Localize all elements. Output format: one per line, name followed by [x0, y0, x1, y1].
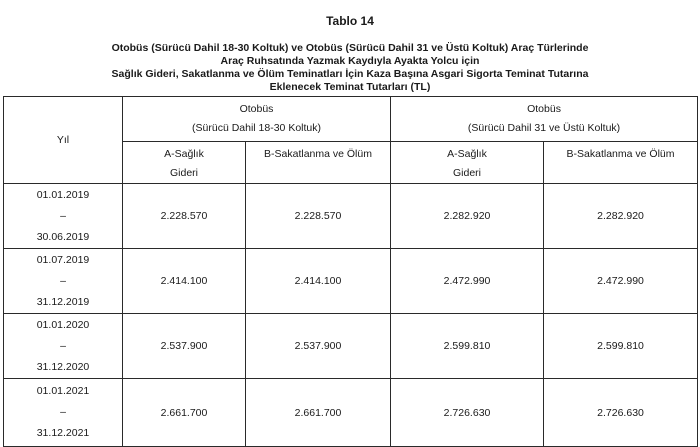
- period-cell: [4, 314, 123, 379]
- amount-cell: 2.282.920: [391, 184, 544, 249]
- amount-cell: 2.726.630: [391, 379, 544, 447]
- period-cell: [4, 379, 123, 447]
- period-start: 01.07.2019: [36, 253, 90, 266]
- amount-cell: 2.472.990: [544, 249, 698, 314]
- table-row: [4, 379, 698, 447]
- year-header-cell: [4, 97, 123, 184]
- period-separator: –: [60, 339, 66, 352]
- period-separator: –: [60, 274, 66, 287]
- amount-cell: 2.228.570: [246, 184, 391, 249]
- amount-cell: 2.726.630: [544, 379, 698, 447]
- period-start: 01.01.2019: [36, 188, 90, 201]
- col-header-disability-death-31-plus: [544, 142, 698, 184]
- period-end: 30.06.2019: [36, 230, 90, 243]
- group-seat-range: (Sürücü Dahil 31 ve Üstü Koltuk): [467, 122, 621, 134]
- period-separator: –: [60, 406, 66, 418]
- year-header: Yıl: [56, 134, 70, 146]
- col-header-health-31-plus: [391, 142, 544, 184]
- amount-cell: 2.414.100: [123, 249, 246, 314]
- period-end: 31.12.2019: [36, 295, 90, 308]
- period-end: 31.12.2021: [36, 427, 90, 439]
- period-cell: [4, 184, 123, 249]
- col-header-line: B-Sakatlanma ve Ölüm: [566, 148, 675, 160]
- group-header-31-plus: [391, 97, 698, 142]
- group-header-18-30: [123, 97, 391, 142]
- col-header-line: Gideri: [453, 167, 482, 179]
- table-heading: [0, 42, 700, 94]
- period-start: 01.01.2020: [36, 318, 90, 331]
- table-row: [4, 184, 698, 249]
- heading-line: Sağlık Gideri, Sakatlanma ve Ölüm Teminatları İçin Kaza Başına Asgari Sigorta Teminat Tutarına: [111, 68, 589, 80]
- col-header-line: Gideri: [169, 167, 198, 179]
- col-header-line: A-Sağlık: [447, 148, 487, 160]
- period-start: 01.01.2021: [36, 385, 90, 397]
- amount-cell: 2.537.900: [246, 314, 391, 379]
- group-vehicle-label: Otobüs: [527, 103, 561, 115]
- col-header-line: B-Sakatlanma ve Ölüm: [264, 148, 372, 160]
- amount-cell: 2.537.900: [123, 314, 246, 379]
- heading-line: Otobüs (Sürücü Dahil 18-30 Koltuk) ve Otobüs (Sürücü Dahil 31 ve Üstü Koltuk) Araç Türlerinde: [111, 42, 589, 54]
- amount-cell: 2.228.570: [123, 184, 246, 249]
- period-cell: [4, 249, 123, 314]
- col-header-line: A-Sağlık: [164, 148, 204, 160]
- header-row-groups: [4, 97, 698, 142]
- amount-cell: 2.661.700: [246, 379, 391, 447]
- amount-cell: 2.282.920: [544, 184, 698, 249]
- amount-cell: 2.472.990: [391, 249, 544, 314]
- amount-cell: 2.599.810: [544, 314, 698, 379]
- amount-cell: 2.599.810: [391, 314, 544, 379]
- period-end: 31.12.2020: [36, 360, 90, 373]
- col-header-health-18-30: [123, 142, 246, 184]
- col-header-disability-death-18-30: [246, 142, 391, 184]
- table-number-title: Tablo 14: [326, 14, 374, 28]
- coverage-amounts-table: [3, 96, 698, 447]
- group-seat-range: (Sürücü Dahil 18-30 Koltuk): [192, 122, 321, 134]
- group-vehicle-label: Otobüs: [239, 103, 274, 115]
- table-row: [4, 249, 698, 314]
- table-row: [4, 314, 698, 379]
- heading-line: Araç Ruhsatında Yazmak Kaydıyla Ayakta Yolcu için: [220, 55, 480, 67]
- period-separator: –: [60, 209, 66, 222]
- amount-cell: 2.661.700: [123, 379, 246, 447]
- heading-line: Eklenecek Teminat Tutarları (TL): [269, 81, 431, 93]
- amount-cell: 2.414.100: [246, 249, 391, 314]
